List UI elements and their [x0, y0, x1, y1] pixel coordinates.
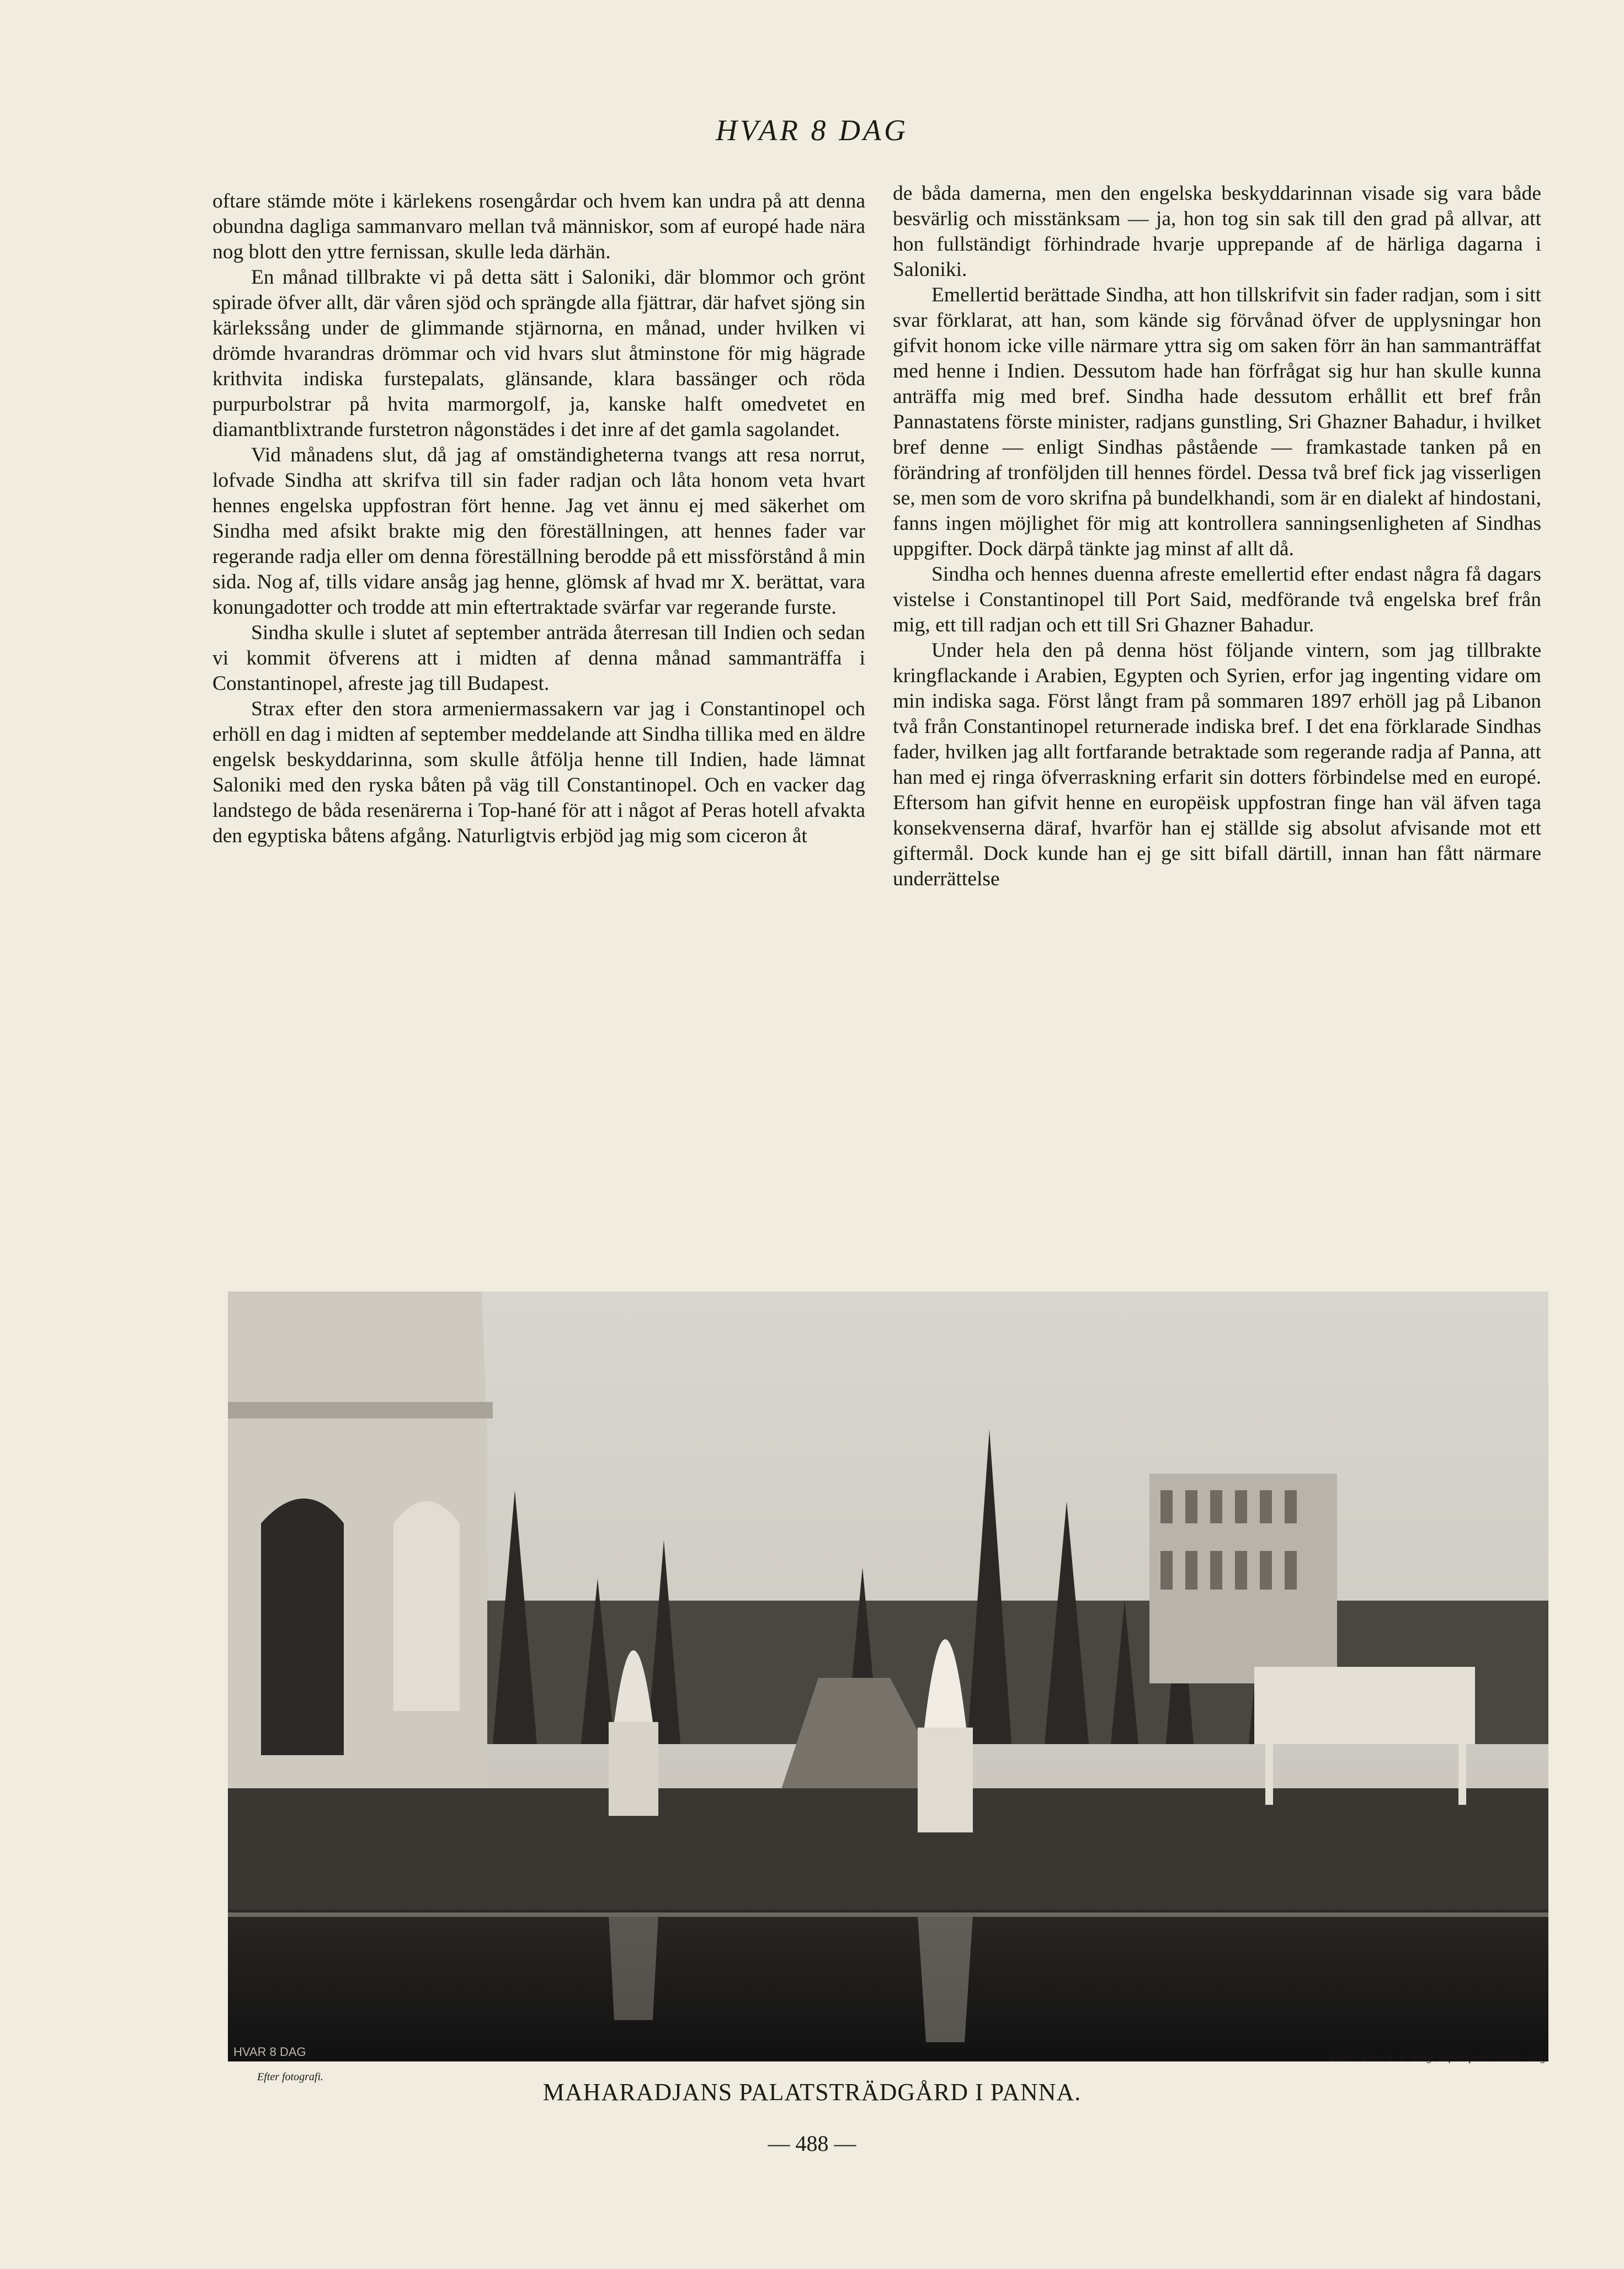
paragraph: Sindha skulle i slutet af september anträda återresan till Indien och sedan vi kommit öfverens att i midten af denna månad sammanträffa i Constantinopel, afreste jag till Budapest. — [212, 621, 865, 695]
paragraph: Vid månadens slut, då jag af omständigheterna tvangs att resa norrut, lofvade Sindha att skrifva till sin fader radjan och låta honom veta hvart hennes engelska uppfostran fört henne. Jag vet ännu ej med säkerhet om Sindha med afsikt brakte mig den föreställningen, att hennes fader var regerande radja eller om denna föreställning berodde på ett missförstånd å min sida. Nog af, tills vidare ansåg jag henne, glömsk af hvad mr X. berättat, vara konungadotter och trodde att min eftertraktade svärfar var regerande furste. — [212, 444, 865, 619]
paragraph: En månad tillbrakte vi på detta sätt i Saloniki, där blommor och grönt spirade öfver allt, där våren sjöd och sprängde alla fjättrar, där hafvet sjöng sin kärlekssång under de glimmande stjärnorna, en månad, under hvilken vi drömde hvarandras drömmar och vid hvars slut åtminstone för mig hägrade krithvita indiska furstepalats, glänsande, klara bassänger och röda purpurbolstrar på hvita marmorgolf, ja, kanske halft omedvetet en diamantblixtrande furstetron någonstädes i det inre af det gamla sagolandet. — [212, 266, 865, 441]
photo-credit-left: Efter fotografi. — [257, 2071, 323, 2083]
paragraph: de båda damerna, men den engelska beskyddarinnan visade sig vara både besvärlig och misstänksam — ja, hon tog sin sak till den grad på allvar, att hon fullständigt förhindrade hvarje upprepande af de härliga dagarna i Saloniki. — [893, 182, 1541, 281]
paragraph: Strax efter den stora armeniermassakern var jag i Constantinopel och erhöll en dag i midten af september meddelande att Sindha tillika med en äldre engelsk beskyddarinna, som skulle åtfölja henne till Indien, hade lämnat Saloniki med den ryska båten på väg till Constantinopel. Och en vacker dag landstego de båda resenärerna i Top-hané för att i något af Peras hotell afvakta den egyptiska båtens afgång. Naturligtvis erbjöd jag mig som ciceron åt — [212, 698, 865, 847]
page-number: — 488 — — [768, 2131, 856, 2156]
paragraph: Sindha och hennes duenna afreste emellertid efter endast några få dagars vistelse i Constantinopel till Port Said, medförande två engelska bref från mig, ett till radjan och ett till Sri Ghazner Bahadur. — [893, 563, 1541, 636]
paragraph: Under hela den på denna höst följande vintern, som jag tillbrakte kringflackande i Arabien, Egypten och Syrien, erfor jag ingenting vidare om min indiska saga. Först långt fram på sommaren 1897 erhöll jag på Libanon två från Constantinopel returnerade indiska bref. I det ena förklarade Sindhas fader, hvilken jag allt fortfarande betraktade som regerande radja af Panna, att han med ej ringa öfverraskning erfarit sin dotters förbindelse med en europé. Eftersom han gifvit henne en europëisk uppfostran finge han väl äfven taga konsekvenserna däraf, hvarför han ej ställde sig absolut afvisande mot ett giftermål. Dock kunde han ej ge sitt bifall därtill, innan han fått närmare underrättelse — [893, 639, 1541, 890]
photo-watermark: HVAR 8 DAG — [233, 2045, 306, 2059]
photo-illustration — [228, 1292, 1548, 2061]
garden-photograph — [228, 1292, 1548, 2061]
paragraph: Emellertid berättade Sindha, att hon tillskrifvit sin fader radjan, som i sitt svar förklarat, att han, som kände sig förvånad öfver de upplysningar hon gifvit honom icke ville närmare yttra sig om saken förr än han sammanträffat med henne i Indien. Dessutom hade han förfrågat sig hur han skulle kunna anträffa mig med bref. Sindha hade dessutom erhållit ett bref från Pannastatens förste minister, radjans gunstling, Sri Ghazner Bahadur, i hvilket bref denne — enligt Sindhas påstående — framkastade tanken på en förändring af tronföljden till hennes fördel. Dessa två bref fick jag visserligen se, men som de voro skrifna på bundelkhandi, som är en dialekt af hindostani, fanns ingen möjlighet för mig att kontrollera sanningsenligheten af Sindhas uppgifter. Dock därpå tänkte jag minst af allt då. — [893, 284, 1541, 560]
running-header: HVAR 8 DAG — [716, 114, 908, 147]
text-column-left — [212, 189, 865, 1287]
photo-credit-right: Kliché: Kem. A.-B. Bengt Silfversparre Sthlm—Gbg. — [1328, 2052, 1548, 2064]
paragraph: oftare stämde möte i kärlekens rosengårdar och hvem kan undra på att denna obundna dagliga sammanvaro mellan två människor, som af europé hade nära nog blott den yttre fernissan, skulle leda därhän. — [212, 190, 865, 263]
text-column-right — [893, 181, 1541, 1279]
photo-caption: MAHARADJANS PALATSTRÄDGÅRD I PANNA. — [542, 2079, 1082, 2106]
